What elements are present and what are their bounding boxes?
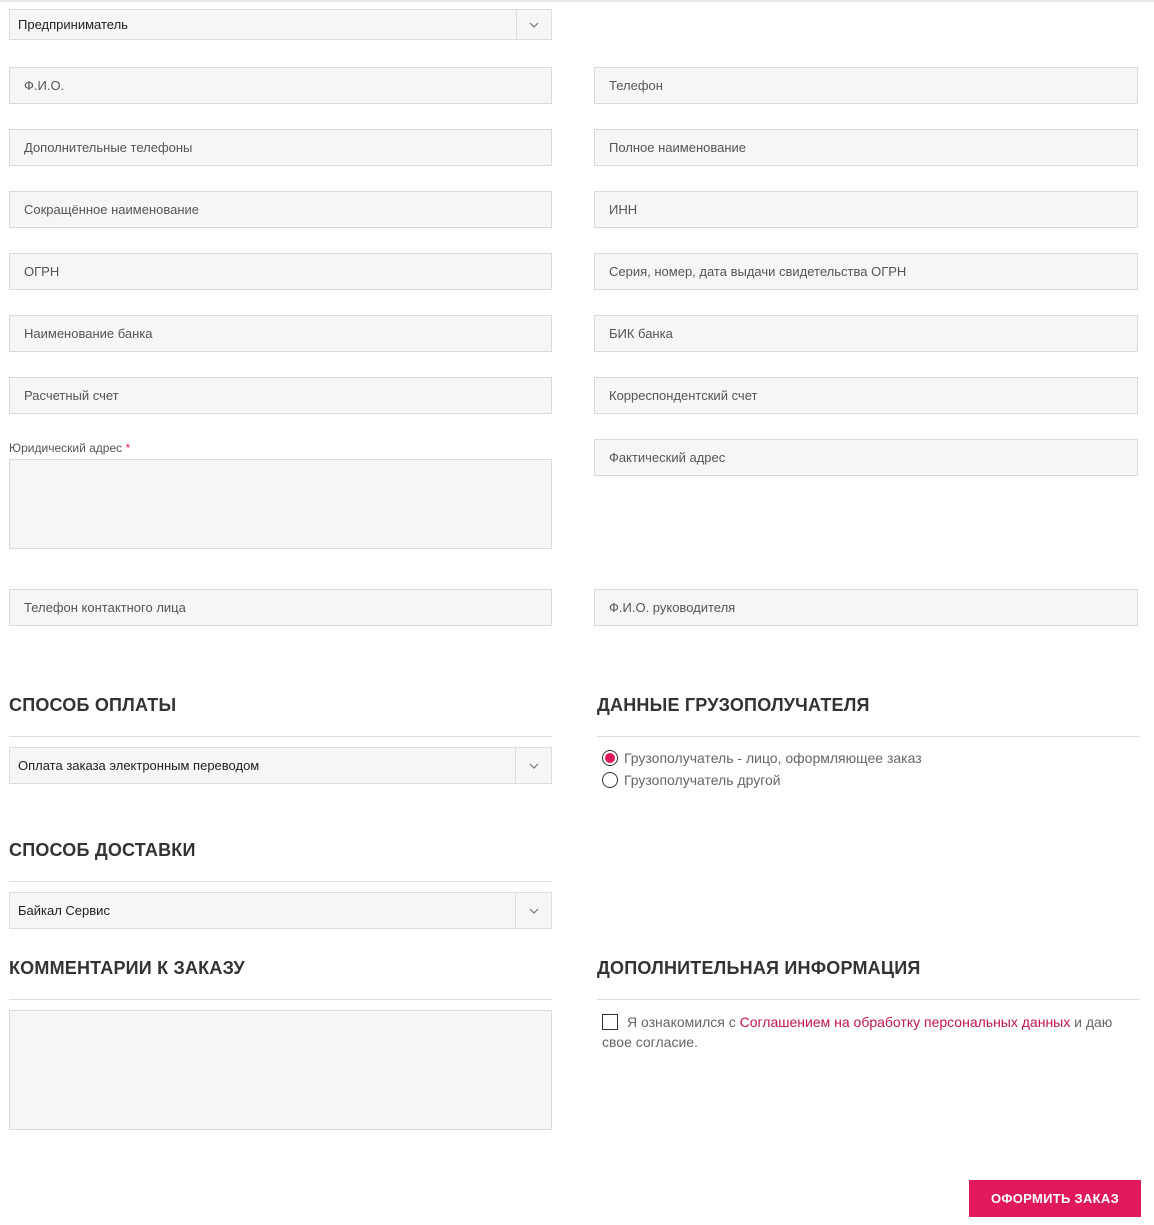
delivery-divider [9,881,552,882]
bank-bik-input[interactable] [594,315,1138,352]
agreement-link[interactable]: Соглашением на обработку персональных данных [739,1014,1071,1030]
comments-divider [9,999,552,1000]
additional-divider [597,999,1140,1000]
agreement-text [602,1012,1140,1052]
bank-name-input[interactable] [9,315,552,352]
consignee-option-self[interactable] [602,750,922,766]
agreement-prefix: Я ознакомился с [627,1014,740,1030]
payment-select[interactable] [9,747,552,784]
correspondent-account-input[interactable] [594,377,1138,414]
consignee-title: ДАННЫЕ ГРУЗОПОЛУЧАТЕЛЯ [597,695,870,715]
delivery-title: СПОСОБ ДОСТАВКИ [9,840,196,860]
person-type-select[interactable] [9,9,552,40]
extra-phones-input[interactable] [9,129,552,166]
director-fio-input[interactable] [594,589,1138,626]
legal-address-label [9,441,130,455]
consignee-option-label: Грузополучатель - лицо, оформляющее заказ [624,750,922,766]
chevron-down-icon[interactable] [515,893,551,928]
chevron-down-icon[interactable] [516,10,551,39]
legal-address-textarea[interactable] [9,459,552,549]
consignee-option-other[interactable] [602,772,781,788]
additional-title: ДОПОЛНИТЕЛЬНАЯ ИНФОРМАЦИЯ [597,958,921,978]
contact-phone-input[interactable] [9,589,552,626]
short-name-input[interactable] [9,191,552,228]
comments-textarea[interactable] [9,1010,552,1130]
agreement-suffix: и даю своe согласие. [602,1014,1113,1050]
required-mark: * [125,441,131,455]
consignee-option-label: Грузополучатель другой [624,772,781,788]
actual-address-input[interactable] [594,439,1138,476]
ogrn-input[interactable] [9,253,552,290]
delivery-value: Байкал Сервис [18,903,110,918]
inn-input[interactable] [594,191,1138,228]
chevron-down-icon[interactable] [515,748,551,783]
consignee-divider [597,736,1140,737]
full-name-input[interactable] [594,129,1138,166]
payment-title: СПОСОБ ОПЛАТЫ [9,695,177,715]
person-type-value: Предприниматель [18,17,128,32]
comments-title: КОММЕНТАРИИ К ЗАКАЗУ [9,958,245,978]
payment-divider [9,736,552,737]
top-divider [0,0,1154,2]
fio-input[interactable] [9,67,552,104]
radio-selected-icon[interactable] [602,750,618,766]
submit-order-button[interactable]: ОФОРМИТЬ ЗАКАЗ [969,1180,1141,1217]
delivery-select[interactable] [9,892,552,929]
legal-address-label-text: Юридический адрес [9,441,123,455]
settlement-account-input[interactable] [9,377,552,414]
radio-icon[interactable] [602,772,618,788]
payment-value: Оплата заказа электронным переводом [18,758,260,773]
phone-input[interactable] [594,67,1138,104]
ogrn-certificate-input[interactable] [594,253,1138,290]
